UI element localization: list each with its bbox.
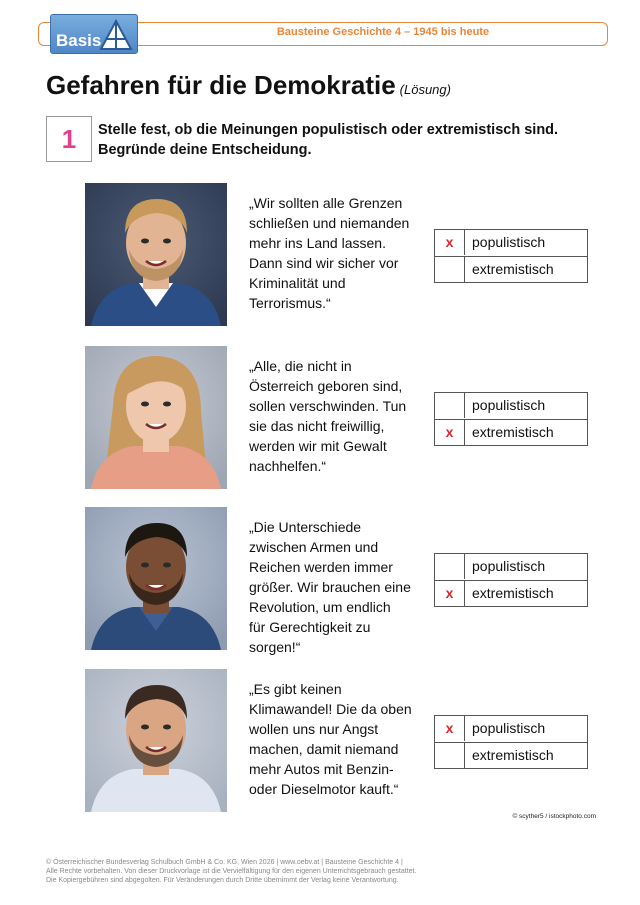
page-title [46,70,451,101]
quote-line: oder Dieselmotor kauft.“ [249,781,399,797]
statement-quote [249,356,429,476]
quote-line: für Gerechtigkeit zu [249,619,371,635]
answer-choices [434,392,588,446]
choice-label: extremistisch [472,424,554,440]
choice-label: populistisch [472,720,546,736]
choice-populistisch [435,393,587,419]
task-instruction-line: Stelle fest, ob die Meinungen populistisch oder extremistisch sind. [98,122,559,138]
quote-line: „Alle, die nicht in [249,358,352,374]
quote-line: schließen und niemanden [249,215,410,231]
triangle-logo-icon [98,18,134,52]
quote-line: wollen uns nur Angst [249,721,379,737]
choice-label: populistisch [472,558,546,574]
footer-line: Die Kopiergebühren sind abgegolten. Für Veränderungen durch Dritte übernimmt der Verlag keine Verantwortung. [46,877,399,884]
statement-row [0,346,640,492]
statement-quote [249,679,429,799]
checkbox-mark[interactable] [435,393,465,418]
checkbox-mark[interactable] [435,554,465,579]
quote-line: sie das nicht freiwillig, [249,418,385,434]
quote-line: sorgen!“ [249,639,301,655]
quote-line: zwischen Armen und [249,539,379,555]
choice-label: populistisch [472,397,546,413]
task-instruction [98,120,568,160]
choice-populistisch [435,230,587,256]
choice-extremistisch [435,256,587,282]
choice-label: populistisch [472,234,546,250]
answer-choices [434,229,588,283]
quote-line: Kriminalität und [249,275,346,291]
quote-line: „Wir sollten alle Grenzen [249,195,403,211]
quote-line: Terrorismus.“ [249,295,331,311]
quote-line: Reichen werden immer [249,559,393,575]
quote-line: nachhelfen.“ [249,458,327,474]
statement-quote [249,517,429,657]
quote-line: machen, damit niemand [249,741,399,757]
quote-line: „Die Unterschiede [249,519,362,535]
quote-line: „Es gibt keinen [249,681,342,697]
task-number-box [46,116,92,162]
choice-populistisch [435,554,587,580]
quote-line: werden wir mit Gewalt [249,438,387,454]
logo-text: Basis [56,31,102,50]
statement-quote [249,193,429,313]
page-title-note: (Lösung) [399,82,451,97]
choice-extremistisch [435,419,587,445]
portrait-dark-haired-man-photo [85,507,227,650]
series-title: Bausteine Geschichte 4 – 1945 bis heute [276,26,490,38]
task-instruction-line: Begründe deine Entscheidung. [98,142,312,158]
quote-line: mehr Autos mit Benzin- [249,761,394,777]
checkbox-mark[interactable]: x [435,230,465,255]
page-title-text: Gefahren für die Demokratie [46,70,396,100]
quote-line: mehr ins Land lassen. [249,235,386,251]
statement-row [0,507,640,653]
quote-line: Dann sind wir sicher vor [249,255,399,271]
quote-line: größer. Wir brauchen eine [249,579,411,595]
checkbox-mark[interactable] [435,743,465,768]
answer-choices [434,715,588,769]
choice-label: extremistisch [472,261,554,277]
statement-row [0,183,640,329]
portrait-blond-man-photo [85,183,227,326]
checkbox-mark[interactable] [435,257,465,282]
basis-logo [50,14,138,54]
task-number: 1 [61,123,77,154]
quote-line: Revolution, um endlich [249,599,391,615]
quote-line: Klimawandel! Die da oben [249,701,412,717]
photo-credit: © scyther5 / istockphoto.com [512,813,596,820]
footer-line: Alle Rechte vorbehalten. Von dieser Druckvorlage ist die Vervielfältigung für den eigenen Unterrichtsgebrauch gestattet. [46,868,417,875]
quote-line: sollen verschwinden. Tun [249,398,407,414]
quote-line: Österreich geboren sind, [249,378,403,394]
choice-extremistisch [435,580,587,606]
answer-choices [434,553,588,607]
choice-extremistisch [435,742,587,768]
checkbox-mark[interactable]: x [435,716,465,741]
choice-populistisch [435,716,587,742]
portrait-bearded-man-photo [85,669,227,812]
checkbox-mark[interactable]: x [435,420,465,445]
choice-label: extremistisch [472,585,554,601]
checkbox-mark[interactable]: x [435,581,465,606]
choice-label: extremistisch [472,747,554,763]
footer-line: © Österreichischer Bundesverlag Schulbuch GmbH & Co. KG, Wien 2026 | www.oebv.at | Bausteine Geschichte 4 | [46,859,403,866]
statement-row [0,669,640,815]
portrait-blonde-woman-photo [85,346,227,489]
footer [46,858,606,885]
